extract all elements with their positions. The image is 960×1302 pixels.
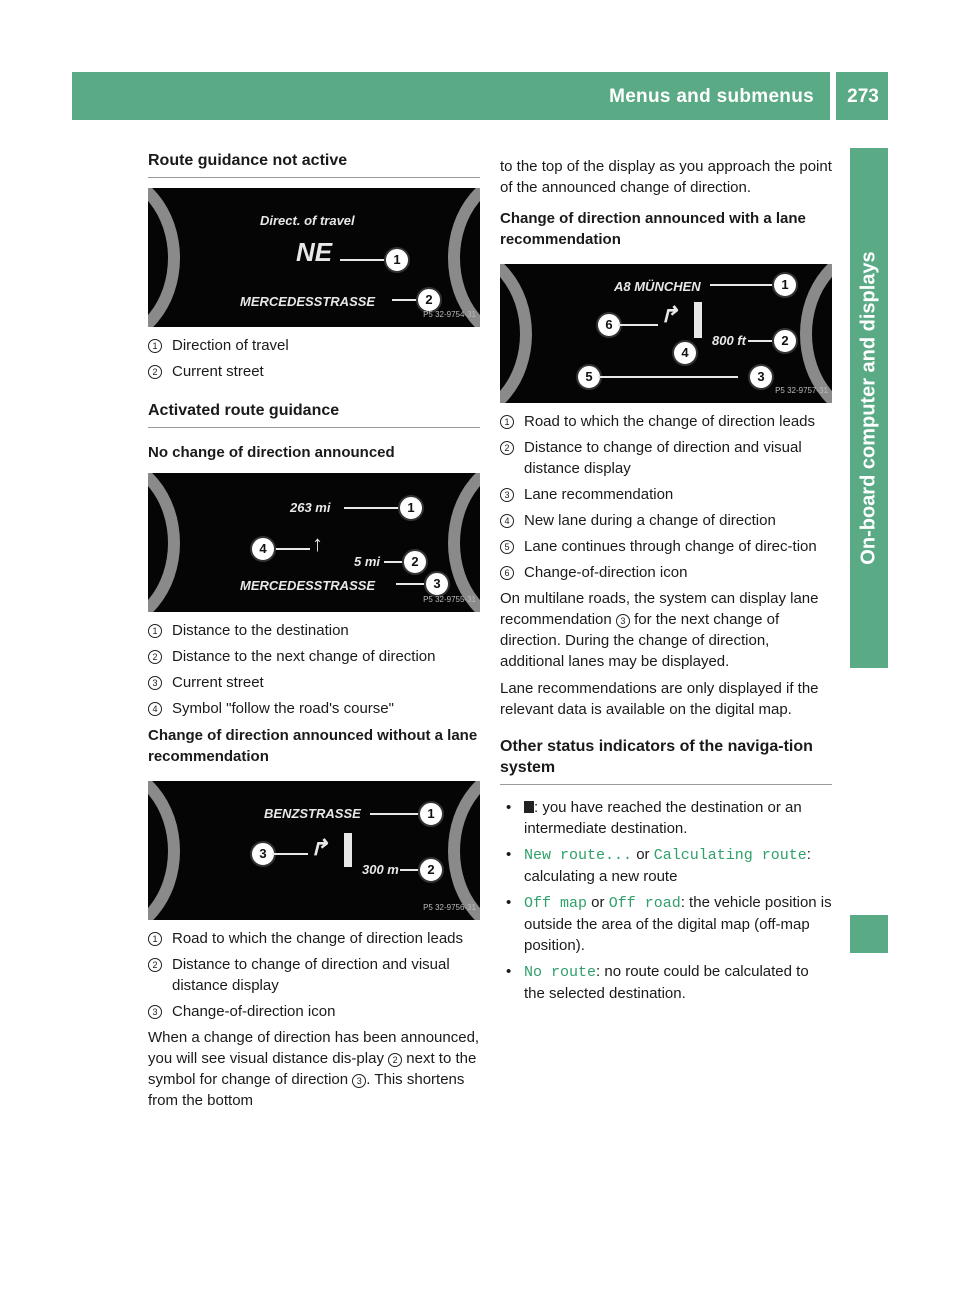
fig1-label-ne: NE bbox=[296, 237, 333, 267]
figure-code: P5 32-9754-31 bbox=[423, 310, 476, 319]
paragraph-multilane: On multilane roads, the system can display lane recommendation 3 for the next change of direction. During the change of direction, additional lanes may be displayed. bbox=[500, 590, 819, 670]
follow-road-arrow-icon: ↑ bbox=[312, 531, 323, 556]
side-marker bbox=[850, 915, 888, 953]
fig3-legend bbox=[148, 928, 480, 1022]
callout-line bbox=[396, 583, 424, 585]
figure-no-change bbox=[148, 473, 480, 612]
list-item: 3 Lane recommendation bbox=[500, 484, 832, 505]
callout-3: 3 bbox=[250, 841, 276, 867]
right-column bbox=[500, 150, 832, 1009]
list-item: • Off map or Off road: the vehicle position is outside the area of the digital map (off-map position). bbox=[506, 894, 832, 954]
list-item: 2 Distance to change of direction and visual distance display bbox=[148, 954, 480, 996]
gauge-left bbox=[148, 188, 180, 327]
left-column bbox=[148, 150, 480, 1111]
heading-status-indicators: Other status indicators of the naviga-tion system bbox=[500, 736, 832, 785]
figure-code: P5 32-9755-31 bbox=[423, 595, 476, 604]
list-item: 1 Distance to the destination bbox=[148, 620, 480, 641]
heading-activated-route: Activated route guidance bbox=[148, 400, 480, 428]
callout-3: 3 bbox=[748, 364, 774, 390]
list-item: 1 Road to which the change of direction leads bbox=[148, 928, 480, 949]
fig4-label-distance: 800 ft bbox=[712, 333, 746, 348]
figure-route-not-active bbox=[148, 188, 480, 327]
callout-line bbox=[340, 259, 386, 261]
callout-line bbox=[748, 340, 772, 342]
callout-2: 2 bbox=[416, 287, 442, 313]
list-item: 2 Distance to change of direction and visual distance display bbox=[500, 437, 832, 479]
fig3-label-road: BENZSTRASSE bbox=[264, 806, 361, 821]
list-item: 1 Road to which the change of direction leads bbox=[500, 411, 832, 432]
fig1-label-direction: Direct. of travel bbox=[260, 213, 355, 228]
callout-5: 5 bbox=[576, 364, 602, 390]
callout-1: 1 bbox=[384, 247, 410, 273]
turn-right-icon: ↱ bbox=[310, 835, 329, 860]
callout-4: 4 bbox=[250, 536, 276, 562]
list-item: • No route: no route could be calculated to the selected destination. bbox=[506, 963, 809, 1002]
callout-2: 2 bbox=[402, 549, 428, 575]
figure-code: P5 32-9757-31 bbox=[775, 386, 828, 395]
callout-4: 4 bbox=[672, 340, 698, 366]
list-item: 4 Symbol "follow the road's course" bbox=[148, 698, 480, 719]
callout-6: 6 bbox=[596, 312, 622, 338]
paragraph-distance-display: When a change of direction has been announced, you will see visual distance dis-play 2 next to the symbol for change of direction 3 . This shortens from the bottom bbox=[148, 1029, 480, 1109]
heading-no-lane: Change of direction announced without a lane recommendation bbox=[148, 727, 478, 765]
callout-line bbox=[400, 869, 420, 871]
paragraph-lane-availability: Lane recommendations are only displayed if the relevant data is available on the digital map. bbox=[500, 680, 819, 718]
callout-line bbox=[272, 853, 308, 855]
list-item: 3 Change-of-direction icon bbox=[148, 1001, 480, 1022]
list-item: 2 Current street bbox=[148, 361, 480, 382]
fig1-legend bbox=[148, 335, 480, 382]
fig2-label-street: MERCEDESSTRASSE bbox=[240, 578, 376, 593]
list-item: 4 New lane during a change of direction bbox=[500, 510, 832, 531]
callout-line bbox=[392, 299, 418, 301]
fig2-label-distance: 263 mi bbox=[290, 500, 331, 515]
callout-3: 3 bbox=[424, 571, 450, 597]
fig3-label-distance: 300 m bbox=[362, 862, 399, 877]
callout-2: 2 bbox=[418, 857, 444, 883]
lane-line bbox=[598, 376, 738, 378]
fig4-legend bbox=[500, 411, 832, 583]
callout-line bbox=[370, 813, 420, 815]
list-item: 5 Lane continues through change of direc-tion bbox=[500, 536, 832, 557]
gauge-left bbox=[148, 781, 180, 920]
figure-code: P5 32-9756-31 bbox=[423, 903, 476, 912]
callout-line bbox=[344, 507, 400, 509]
fig2-label-next: 5 mi bbox=[354, 554, 381, 569]
list-item: 2 Distance to the next change of direction bbox=[148, 646, 480, 667]
distance-bar bbox=[344, 833, 352, 867]
destination-flag-icon bbox=[524, 801, 534, 813]
heading-with-lane: Change of direction announced with a lane recommendation bbox=[500, 210, 806, 248]
paragraph-continued: to the top of the display as you approach the point of the announced change of direction. bbox=[500, 158, 832, 196]
gauge-left bbox=[500, 264, 532, 403]
list-item: 3 Current street bbox=[148, 672, 480, 693]
turn-right-icon: ↱ bbox=[660, 302, 679, 327]
callout-1: 1 bbox=[772, 272, 798, 298]
fig4-label-road: A8 MÜNCHEN bbox=[614, 279, 701, 294]
side-tab-label: On-board computer and displays bbox=[857, 251, 880, 565]
callout-line bbox=[618, 324, 658, 326]
fig2-legend bbox=[148, 620, 480, 719]
callout-line bbox=[272, 548, 310, 550]
callout-1: 1 bbox=[398, 495, 424, 521]
list-item: 6 Change-of-direction icon bbox=[500, 562, 832, 583]
callout-line bbox=[384, 561, 404, 563]
list-item: • : you have reached the destination or an intermediate destination. bbox=[506, 799, 802, 837]
fig1-label-street: MERCEDESSTRASSE bbox=[240, 294, 376, 309]
heading-route-not-active: Route guidance not active bbox=[148, 150, 480, 178]
section-title: Menus and submenus bbox=[609, 86, 814, 107]
callout-line bbox=[710, 284, 774, 286]
list-item: 1 Direction of travel bbox=[148, 335, 480, 356]
gauge-left bbox=[148, 473, 180, 612]
callout-1: 1 bbox=[418, 801, 444, 827]
list-item: • New route... or Calculating route: calculating a new route bbox=[506, 846, 811, 885]
page-number: 273 bbox=[847, 86, 879, 107]
status-list bbox=[500, 797, 832, 1004]
heading-no-change: No change of direction announced bbox=[148, 444, 395, 461]
callout-2: 2 bbox=[772, 328, 798, 354]
figure-with-lane bbox=[500, 264, 832, 403]
distance-bar bbox=[694, 302, 702, 338]
figure-no-lane bbox=[148, 781, 480, 920]
